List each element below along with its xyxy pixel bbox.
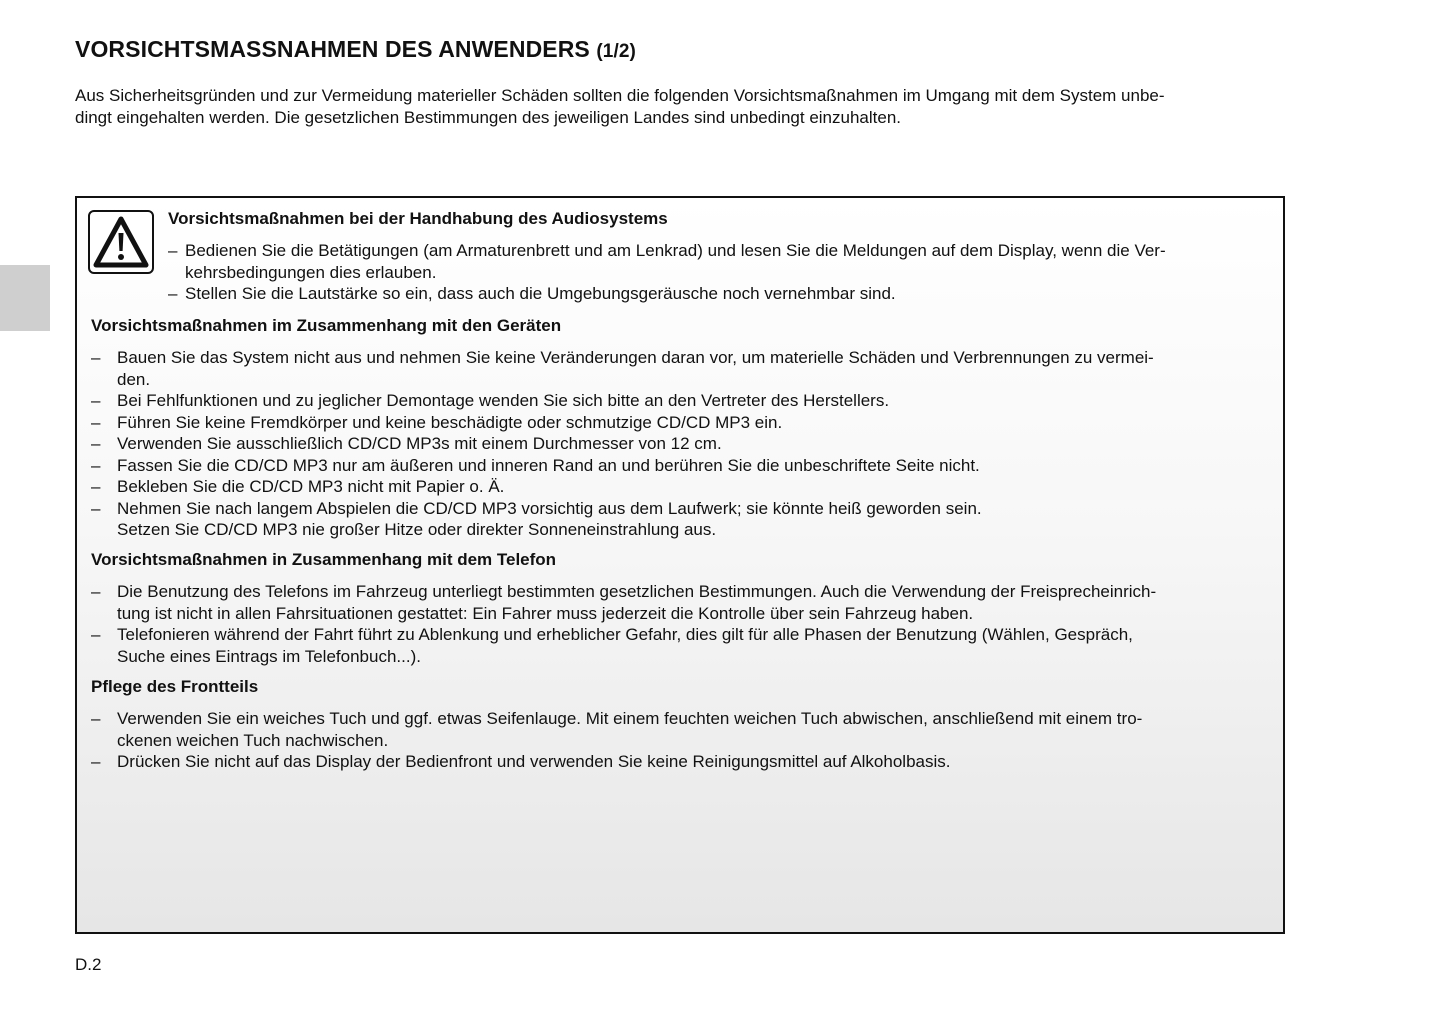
bullet-dash: – bbox=[91, 391, 101, 410]
intro-line: dingt eingehalten werden. Die gesetzlichen Bestimmungen des jeweiligen Landes sind unbedingt einzuhalten. bbox=[75, 108, 902, 127]
list-item bbox=[91, 433, 1276, 455]
bullet-dash: – bbox=[91, 455, 101, 475]
list-item bbox=[91, 412, 1276, 434]
bullet-line: den. bbox=[117, 369, 151, 389]
bullet-dash: – bbox=[91, 752, 101, 771]
bullet-line: Verwenden Sie ausschließlich CD/CD MP3s mit einem Durchmesser von 12 cm. bbox=[117, 434, 722, 453]
bullet-line: Bei Fehlfunktionen und zu jeglicher Demontage wenden Sie sich bitte an den Vertreter des Herstellers. bbox=[117, 391, 890, 410]
list-item bbox=[91, 347, 1276, 390]
bullet-dash: – bbox=[91, 625, 101, 644]
section-heading-devices: Vorsichtsmaßnahmen im Zusammenhang mit den Geräten bbox=[91, 316, 562, 335]
list-item bbox=[91, 455, 1276, 477]
page-title-suffix: (1/2) bbox=[596, 41, 636, 62]
section-heading-front-care: Pflege des Frontteils bbox=[91, 677, 259, 696]
bullet-list-devices bbox=[91, 347, 1276, 541]
bullet-dash: – bbox=[91, 434, 101, 453]
bullet-line: Drücken Sie nicht auf das Display der Bedienfront und verwenden Sie keine Reinigungsmittel auf Alkoholbasis. bbox=[117, 752, 951, 771]
bullet-line: Verwenden Sie ein weiches Tuch und ggf. etwas Seifenlauge. Mit einem feuchten weichen Tuch abwischen, anschließend mit einem tro- bbox=[117, 709, 1143, 728]
bullet-dash: – bbox=[91, 477, 101, 496]
bullet-line: tung ist nicht in allen Fahrsituationen gestattet: Ein Fahrer muss jederzeit die Kontrolle über sein Fahrzeug haben. bbox=[117, 603, 974, 623]
warning-triangle-icon-graphic bbox=[93, 215, 149, 269]
intro-paragraph bbox=[75, 85, 1295, 129]
bullet-line: Telefonieren während der Fahrt führt zu Ablenkung und erheblicher Gefahr, dies gilt für alle Phasen der Benutzung (Wählen, Gespräch, bbox=[117, 625, 1133, 644]
bullet-dash: – bbox=[91, 498, 101, 518]
section-heading-audio: Vorsichtsmaßnahmen bei der Handhabung des Audiosystems bbox=[168, 209, 668, 228]
bullet-dash: – bbox=[91, 582, 101, 601]
section-heading-telephone: Vorsichtsmaßnahmen in Zusammenhang mit dem Telefon bbox=[91, 550, 557, 569]
warning-triangle-icon bbox=[88, 210, 154, 274]
bullet-dash: – bbox=[91, 412, 101, 432]
bullet-list-audio bbox=[168, 240, 1273, 305]
bullet-line: Bekleben Sie die CD/CD MP3 nicht mit Papier o. Ä. bbox=[117, 477, 505, 496]
list-item bbox=[91, 751, 1276, 773]
bullet-list-front-care bbox=[91, 708, 1276, 773]
bullet-line: Stellen Sie die Lautstärke so ein, dass auch die Umgebungsgeräusche noch vernehmbar sind. bbox=[185, 284, 896, 303]
warning-box bbox=[75, 196, 1285, 934]
bullet-list-telephone bbox=[91, 581, 1276, 667]
list-item bbox=[91, 390, 1276, 412]
list-item bbox=[91, 708, 1276, 751]
list-item bbox=[91, 476, 1276, 498]
bullet-dash: – bbox=[168, 284, 178, 303]
bullet-line: Nehmen Sie nach langem Abspielen die CD/CD MP3 vorsichtig aus dem Laufwerk; sie könnte heiß geworden sein. bbox=[117, 498, 982, 518]
bullet-line: Fassen Sie die CD/CD MP3 nur am äußeren und inneren Rand an und berühren Sie die unbeschriftete Seite nicht. bbox=[117, 455, 980, 475]
bullet-line: Setzen Sie CD/CD MP3 nie großer Hitze oder direkter Sonneneinstrahlung aus. bbox=[117, 520, 717, 539]
list-item bbox=[168, 240, 1273, 283]
page-title-text: VORSICHTSMASSNAHMEN DES ANWENDERS bbox=[75, 36, 590, 62]
bullet-dash: – bbox=[91, 348, 101, 367]
bullet-line: Bauen Sie das System nicht aus und nehmen Sie keine Veränderungen daran vor, um materielle Schäden und Verbrennungen zu vermei- bbox=[117, 348, 1154, 367]
bullet-line: Suche eines Eintrags im Telefonbuch...). bbox=[117, 646, 421, 666]
list-item bbox=[168, 283, 1273, 305]
bullet-dash: – bbox=[168, 241, 178, 260]
bullet-line: Führen Sie keine Fremdkörper und keine beschädigte oder schmutzige CD/CD MP3 ein. bbox=[117, 412, 783, 432]
bullet-line: Die Benutzung des Telefons im Fahrzeug unterliegt bestimmten gesetzlichen Bestimmungen. Auch die Verwendung der Freisprecheinrich- bbox=[117, 582, 1157, 601]
list-item bbox=[91, 624, 1276, 667]
list-item bbox=[91, 498, 1276, 541]
bullet-dash: – bbox=[91, 709, 101, 728]
intro-line: Aus Sicherheitsgründen und zur Vermeidung materieller Schäden sollten die folgenden Vorsichtsmaßnahmen im Umgang mit dem System unbe- bbox=[75, 86, 1165, 105]
page-title bbox=[75, 36, 636, 63]
bullet-line: kehrsbedingungen dies erlauben. bbox=[185, 262, 437, 282]
bullet-line: Bedienen Sie die Betätigungen (am Armaturenbrett und am Lenkrad) und lesen Sie die Meldungen auf dem Display, wenn die Ver- bbox=[185, 241, 1166, 260]
page-number: D.2 bbox=[75, 955, 102, 974]
bullet-line: ckenen weichen Tuch nachwischen. bbox=[117, 730, 389, 750]
list-item bbox=[91, 581, 1276, 624]
chapter-tab-marker bbox=[0, 265, 50, 331]
